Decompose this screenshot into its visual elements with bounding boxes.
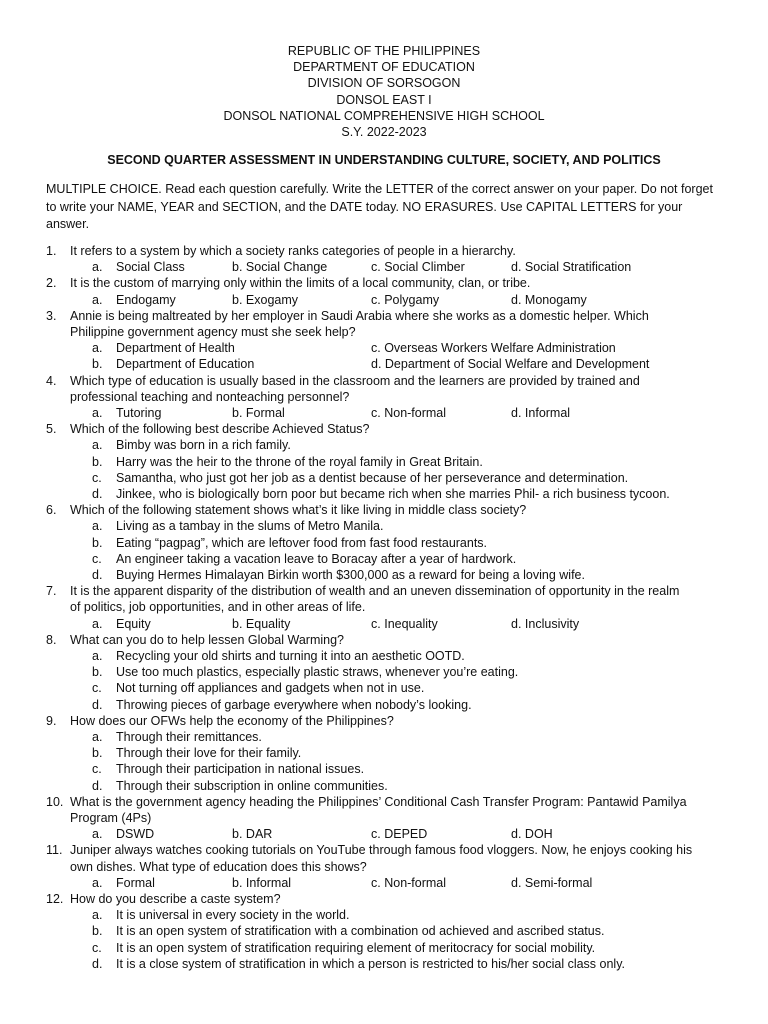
- choice-letter: b.: [92, 535, 103, 550]
- choice-option: [232, 826, 272, 842]
- choice-letter: b.: [232, 616, 243, 631]
- choice-text: Non-formal: [384, 406, 447, 420]
- choice-text: Inequality: [384, 616, 438, 631]
- choice-letter: c.: [92, 940, 102, 955]
- choice-option: [371, 826, 427, 842]
- choice-text: Non-formal: [384, 875, 447, 890]
- choice-letter: b.: [232, 827, 243, 842]
- question-text: It is the apparent disparity of the distribution of wealth and an uneven dissemination of opportunity in the realm: [70, 584, 680, 599]
- question-text: own dishes. What type of education does this shows?: [70, 859, 367, 874]
- choice-letter: a.: [92, 730, 103, 744]
- question-text: Philippine government agency must she seek help?: [70, 325, 356, 339]
- choice-text: Equality: [245, 616, 291, 631]
- choice-text: It is an open system of stratification with a combination od achieved and ascribed status.: [116, 924, 605, 939]
- choice-text: DOH: [524, 827, 553, 842]
- choice-letter: d.: [92, 956, 103, 971]
- choice-letter: d.: [92, 778, 103, 793]
- choice-letter: c.: [92, 551, 102, 566]
- choice-letter: c.: [92, 762, 102, 777]
- choice-option: [511, 616, 579, 632]
- choice-letter: c.: [371, 875, 381, 890]
- choice-letter: c.: [371, 827, 381, 842]
- choice-option: [371, 875, 446, 891]
- choice-text: An engineer taking a vacation leave to Boracay after a year of hardwork.: [116, 551, 517, 566]
- question-text: professional teaching and nonteaching personnel?: [70, 389, 350, 404]
- choice-text: Tutoring: [116, 406, 162, 420]
- choice-text: Samantha, who just got her job as a dentist because of her perseverance and determination.: [116, 470, 629, 485]
- choice-letter: a.: [92, 908, 103, 923]
- assessment-title: SECOND QUARTER ASSESSMENT IN UNDERSTANDING CULTURE, SOCIETY, AND POLITICS: [107, 153, 661, 167]
- choice-text: Department of Education: [116, 357, 255, 372]
- header-line: DIVISION OF SORSOGON: [307, 76, 461, 91]
- question-text: What is the government agency heading the Philippines’ Conditional Cash Transfer Program: Pantawid Pamilya: [70, 794, 687, 809]
- choice-letter: c.: [92, 470, 102, 485]
- choice-text: Eating “pagpag”, which are leftover food from fast food restaurants.: [116, 535, 488, 550]
- choice-letter: a.: [92, 649, 103, 663]
- choice-option: [371, 259, 465, 275]
- school-header: [0, 43, 768, 140]
- header-line: S.Y. 2022-2023: [341, 125, 427, 140]
- question-number: 11.: [46, 843, 63, 858]
- choice-text: Throwing pieces of garbage everywhere when nobody’s looking.: [116, 697, 472, 712]
- choice-text: It is a close system of stratification in which a person is restricted to his/her social class only.: [116, 956, 625, 971]
- choice-letter: c.: [371, 260, 381, 275]
- choice-text: Social Class: [116, 260, 185, 275]
- question-text: It refers to a system by which a society ranks categories of people in a hierarchy.: [70, 244, 516, 258]
- choice-letter: d.: [511, 616, 522, 631]
- question-number: 1.: [46, 244, 57, 258]
- choice-option: [511, 405, 570, 421]
- choice-option: [232, 292, 298, 308]
- question-text: How does our OFWs help the economy of the Philippines?: [70, 713, 394, 728]
- choice-letter: b.: [92, 665, 103, 680]
- choice-letter: b.: [232, 292, 243, 307]
- choice-text: Department of Health: [116, 341, 235, 356]
- choice-text: Inclusivity: [524, 616, 580, 631]
- choice-letter: a.: [92, 341, 103, 356]
- choice-text: Not turning off appliances and gadgets when not in use.: [116, 681, 425, 696]
- choice-text: Through their subscription in online communities.: [116, 778, 388, 793]
- choice-text: Polygamy: [384, 292, 440, 307]
- choice-letter: a.: [92, 875, 103, 890]
- choice-text: Bimby was born in a rich family.: [116, 438, 291, 453]
- choice-letter: d.: [511, 875, 522, 890]
- choice-text: DAR: [245, 827, 273, 842]
- question-text: Which type of education is usually based in the classroom and the learners are provided by trained and: [70, 373, 640, 388]
- header-line: DONSOL EAST I: [336, 92, 432, 107]
- question-text: Annie is being maltreated by her employer in Saudi Arabia where she works as a domestic helper. Which: [70, 308, 649, 323]
- question-text: It is the custom of marrying only within the limits of a local community, clan, or tribe.: [70, 276, 531, 291]
- choice-text: Formal: [245, 406, 285, 420]
- choice-letter: a.: [92, 519, 103, 534]
- choice-letter: c.: [371, 406, 381, 420]
- choice-text: Living as a tambay in the slums of Metro Manila.: [116, 519, 384, 534]
- choice-text: Informal: [245, 875, 292, 890]
- question-text: Program (4Ps): [70, 811, 152, 825]
- choice-option: [232, 259, 327, 275]
- choice-text: Use too much plastics, especially plastic straws, whenever you’re eating.: [116, 665, 519, 680]
- choice-text: Jinkee, who is biologically born poor but became rich when she marries Phil- a rich business tycoon.: [116, 487, 670, 501]
- choice-text: Buying Hermes Himalayan Birkin worth $300,000 as a reward for being a loving wife.: [116, 568, 585, 582]
- header-line: DONSOL NATIONAL COMPREHENSIVE HIGH SCHOOL: [223, 108, 545, 123]
- choice-text: Semi-formal: [524, 875, 593, 890]
- choice-letter: c.: [371, 292, 381, 307]
- question-number: 6.: [46, 503, 57, 518]
- choice-option: [232, 405, 285, 421]
- choice-letter: d.: [511, 260, 522, 275]
- choice-text: DSWD: [116, 827, 155, 842]
- choice-letter: d.: [511, 292, 522, 307]
- choice-text: Monogamy: [524, 292, 587, 307]
- choice-text: Endogamy: [116, 292, 176, 307]
- choice-text: c. Overseas Workers Welfare Administration: [371, 341, 616, 356]
- choice-option: [232, 875, 291, 891]
- choice-text: d. Department of Social Welfare and Development: [371, 357, 650, 372]
- choice-letter: c.: [92, 681, 102, 696]
- choice-option: [232, 616, 290, 632]
- choice-letter: a.: [92, 438, 103, 453]
- question-number: 8.: [46, 632, 57, 647]
- choice-text: It is an open system of stratification requiring element of meritocracy for social mobility.: [116, 940, 596, 955]
- choice-letter: b.: [92, 357, 103, 372]
- instructions-paragraph: MULTIPLE CHOICE. Read each question carefully. Write the LETTER of the correct answer on your paper. Do not forget to write your NAME, YEAR and SECTION, and the DATE today. NO ERASURES. Use CAPITAL LETTERS for your answer.: [46, 182, 713, 231]
- choice-text: Exogamy: [245, 292, 299, 307]
- choice-text: Informal: [524, 406, 571, 420]
- question-number: 10.: [46, 794, 64, 809]
- choice-letter: a.: [92, 406, 103, 420]
- choice-text: It is universal in every society in the world.: [116, 908, 350, 923]
- choice-text: Social Stratification: [524, 260, 632, 275]
- choice-option: [511, 259, 631, 275]
- question-number: 12.: [46, 892, 64, 906]
- choice-letter: d.: [511, 827, 522, 842]
- choice-text: Harry was the heir to the throne of the royal family in Great Britain.: [116, 454, 483, 469]
- choice-option: [511, 292, 587, 308]
- question-number: 9.: [46, 713, 57, 728]
- question-number: 7.: [46, 584, 57, 599]
- question-number: 4.: [46, 373, 57, 388]
- choice-letter: d.: [92, 487, 103, 501]
- choice-text: Through their remittances.: [116, 730, 262, 744]
- choice-letter: d.: [511, 406, 522, 420]
- choice-letter: a.: [92, 292, 103, 307]
- choice-text: Formal: [116, 875, 155, 890]
- choice-letter: d.: [92, 568, 103, 582]
- choice-letter: b.: [92, 924, 103, 939]
- choice-letter: a.: [92, 827, 103, 842]
- question-text: Juniper always watches cooking tutorials on YouTube through famous food vloggers. Now, he enjoys cooking his: [70, 843, 693, 858]
- question-text: Which of the following statement shows what’s it like living in middle class society?: [70, 503, 527, 518]
- header-line: REPUBLIC OF THE PHILIPPINES: [287, 44, 481, 58]
- question-number: 2.: [46, 276, 57, 291]
- choice-text: Through their love for their family.: [116, 746, 302, 761]
- choice-option: [511, 875, 592, 891]
- choice-letter: b.: [232, 875, 243, 890]
- header-line: DEPARTMENT OF EDUCATION: [293, 60, 475, 75]
- choice-text: DEPED: [384, 827, 428, 842]
- choice-option: [371, 405, 446, 421]
- choice-letter: a.: [92, 260, 103, 275]
- question-text: What can you do to help lessen Global Warming?: [70, 632, 344, 647]
- choice-letter: a.: [92, 616, 103, 631]
- choice-text: Equity: [116, 616, 151, 631]
- question-text: How do you describe a caste system?: [70, 892, 281, 906]
- choice-text: Through their participation in national issues.: [116, 762, 365, 777]
- choice-letter: b.: [92, 746, 103, 761]
- question-number: 3.: [46, 308, 57, 323]
- choice-text: Recycling your old shirts and turning it into an aesthetic OOTD.: [116, 649, 465, 663]
- choice-option: [511, 826, 553, 842]
- choice-letter: b.: [232, 406, 243, 420]
- choice-letter: b.: [92, 454, 103, 469]
- choice-letter: d.: [92, 697, 103, 712]
- question-number: 5.: [46, 422, 57, 437]
- choice-letter: c.: [371, 616, 381, 631]
- choice-option: [371, 292, 439, 308]
- question-text: of politics, job opportunities, and in other areas of life.: [70, 600, 366, 615]
- choice-letter: b.: [232, 260, 243, 275]
- choice-text: Social Change: [245, 260, 328, 275]
- choice-text: Social Climber: [384, 260, 465, 275]
- question-text: Which of the following best describe Achieved Status?: [70, 422, 370, 437]
- choice-option: [371, 616, 438, 632]
